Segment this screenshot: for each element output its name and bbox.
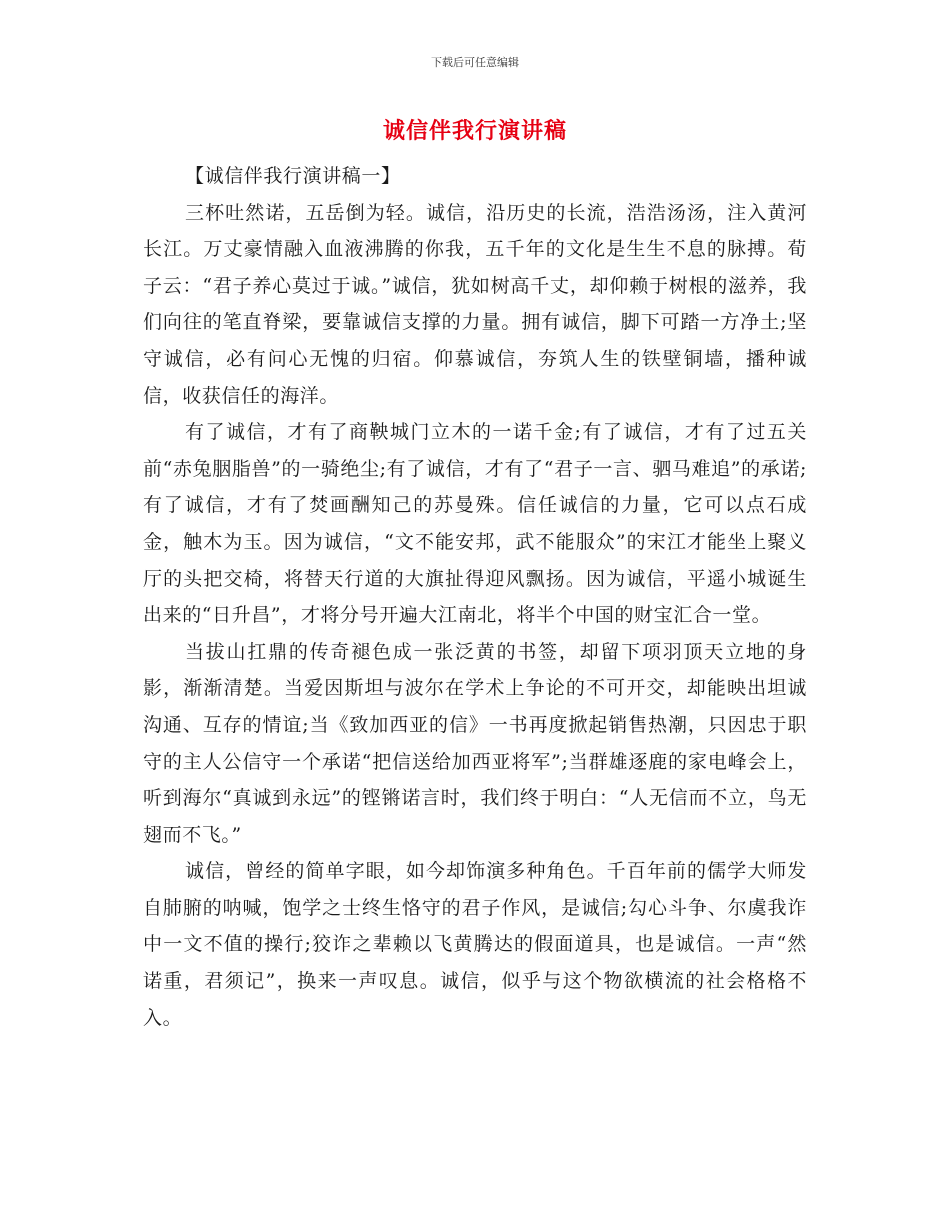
paragraph-2: 有了诚信，才有了商鞅城门立木的一诺千金;有了诚信，才有了过五关前“赤兔胭脂兽”的一骑绝尘;有了诚信，才有了“君子一言、驷马难追”的承诺;有了诚信，才有了焚画酬知己的苏曼殊。信任诚信的力量，它可以点石成金，触木为玉。因为诚信，“文不能安邦，武不能服众”的宋江才能坐上聚义厅的头把交椅，将替天行道的大旗扯得迎风飘扬。因为诚信，平遥小城诞生出来的“日升昌”，才将分号开遍大江南北，将半个中国的财宝汇合一堂。	[143, 421, 807, 627]
document-title: 诚信伴我行演讲稿	[382, 118, 567, 144]
document-body	[143, 158, 807, 1036]
page-header: 下载后可任意编辑	[431, 56, 519, 69]
section-heading: 【诚信伴我行演讲稿一】	[185, 165, 401, 187]
paragraph-4: 诚信，曾经的简单字眼，如今却饰演多种角色。千百年前的儒学大师发自肺腑的呐喊，饱学之士终生恪守的君子作风，是诚信;勾心斗争、尔虞我诈中一文不值的操行;狡诈之辈赖以飞黄腾达的假面道具，也是诚信。一声“然诺重，君须记”，换来一声叹息。诚信，似乎与这个物欲横流的社会格格不入。	[143, 860, 807, 1029]
paragraph-1: 三杯吐然诺，五岳倒为轻。诚信，沿历史的长流，浩浩汤汤，注入黄河长江。万丈豪情融入血液沸腾的你我，五千年的文化是生生不息的脉搏。荀子云：“君子养心莫过于诚。”诚信，犹如树高千丈，却仰赖于树根的滋养，我们向往的笔直脊梁，要靠诚信支撑的力量。拥有诚信，脚下可踏一方净土;坚守诚信，必有问心无愧的归宿。仰慕诚信，夯筑人生的铁壁铜墙，播种诚信，收获信任的海洋。	[143, 201, 807, 407]
paragraph-3: 当拔山扛鼎的传奇褪色成一张泛黄的书签，却留下项羽顶天立地的身影，渐渐清楚。当爱因斯坦与波尔在学术上争论的不可开交，却能映出坦诚沟通、互存的情谊;当《致加西亚的信》一书再度掀起销售热潮，只因忠于职守的主人公信守一个承诺“把信送给加西亚将军”;当群雄逐鹿的家电峰会上，听到海尔“真诚到永远”的铿锵诺言时，我们终于明白：“人无信而不立，鸟无翅而不飞。”	[143, 640, 807, 846]
